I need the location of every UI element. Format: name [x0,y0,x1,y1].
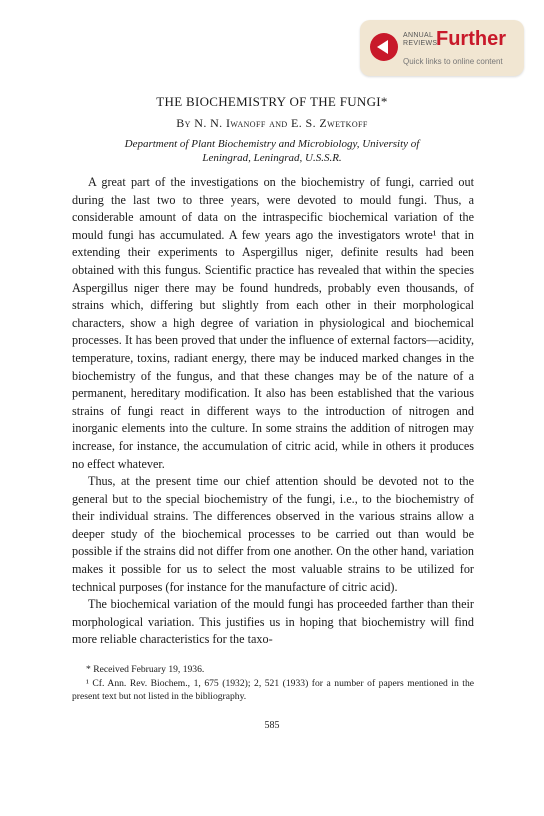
page-number: 585 [264,720,280,731]
body-paragraph: A great part of the investigations on the biochemistry of fungi, carried out during the last two to three years, were devoted to mould fungi. Thus, a considerable amount of data on the intraspecific biochemical variation of the mould fungi has accumulated. A few years ago the investigators wrote¹ that in extending their experiments to Aspergillus niger, definite results had been obtained with this fungus. Scientific practice has revealed that within the species Aspergillus niger there may be found hundreds, probably even thousands, of strains which, differing but slightly from each other in their morphological characters, show a high degree of variation in physiological and biochemical processes. It has been proved that under the influence of external factors—acidity, temperature, toxins, radiant energy, there may be induced marked changes in the biochemistry of the fungus, and that these changes may be of the nature of a permanent, hereditary modification. It also has been established that the various strains of fungi react in different ways to the introduction of nitrogen and inorganic elements into the culture. In some strains the addition of nitrogen may increase, for instance, the accumulation of citric acid, while in others it produces no effect whatever. [72,175,474,471]
article-body [72,174,474,649]
affiliation-line: Department of Plant Biochemistry and Microbiology, University of [124,138,420,150]
article-title: THE BIOCHEMISTRY OF THE FUNGI* [156,94,388,109]
article-authors: By N. N. Iwanoff and E. S. Zwetkoff [176,116,368,130]
footnote: * Received February 19, 1936. [86,664,205,675]
further-subtitle: Quick links to online content [403,57,503,66]
author-affiliation [0,137,544,165]
footnote: ¹ Cf. Ann. Rev. Biochem., 1, 675 (1932); 2, 521 (1933) for a number of papers mentioned in the present text but not listed in the bibliography. [72,677,474,702]
footnotes [72,663,474,704]
body-paragraph: The biochemical variation of the mould fungi has proceeded farther than their morphological variation. This justifies us in hoping that biochemistry will find more reliable characteristics for the taxo- [72,597,474,647]
back-arrow-icon [370,33,398,61]
affiliation-line: Leningrad, Leningrad, U.S.S.R. [202,152,342,164]
further-badge[interactable] [360,20,524,76]
annual-reviews-logo: ANNUAL REVIEWS [403,32,438,47]
further-label: Further [436,28,506,50]
body-paragraph: Thus, at the present time our chief attention should be devoted not to the general but to the special biochemistry of the fungi, i.e., to the biochemistry of their individual strains. The differences observed in the various strains allow a deeper study of the biochemical processes to be carried out than would be possible if the strains did not differ from one another. On the other hand, variation makes it possible for us to select the most valuable strains to be utilized for technical purposes (for instance for the manufacture of citric acid). [72,474,474,594]
